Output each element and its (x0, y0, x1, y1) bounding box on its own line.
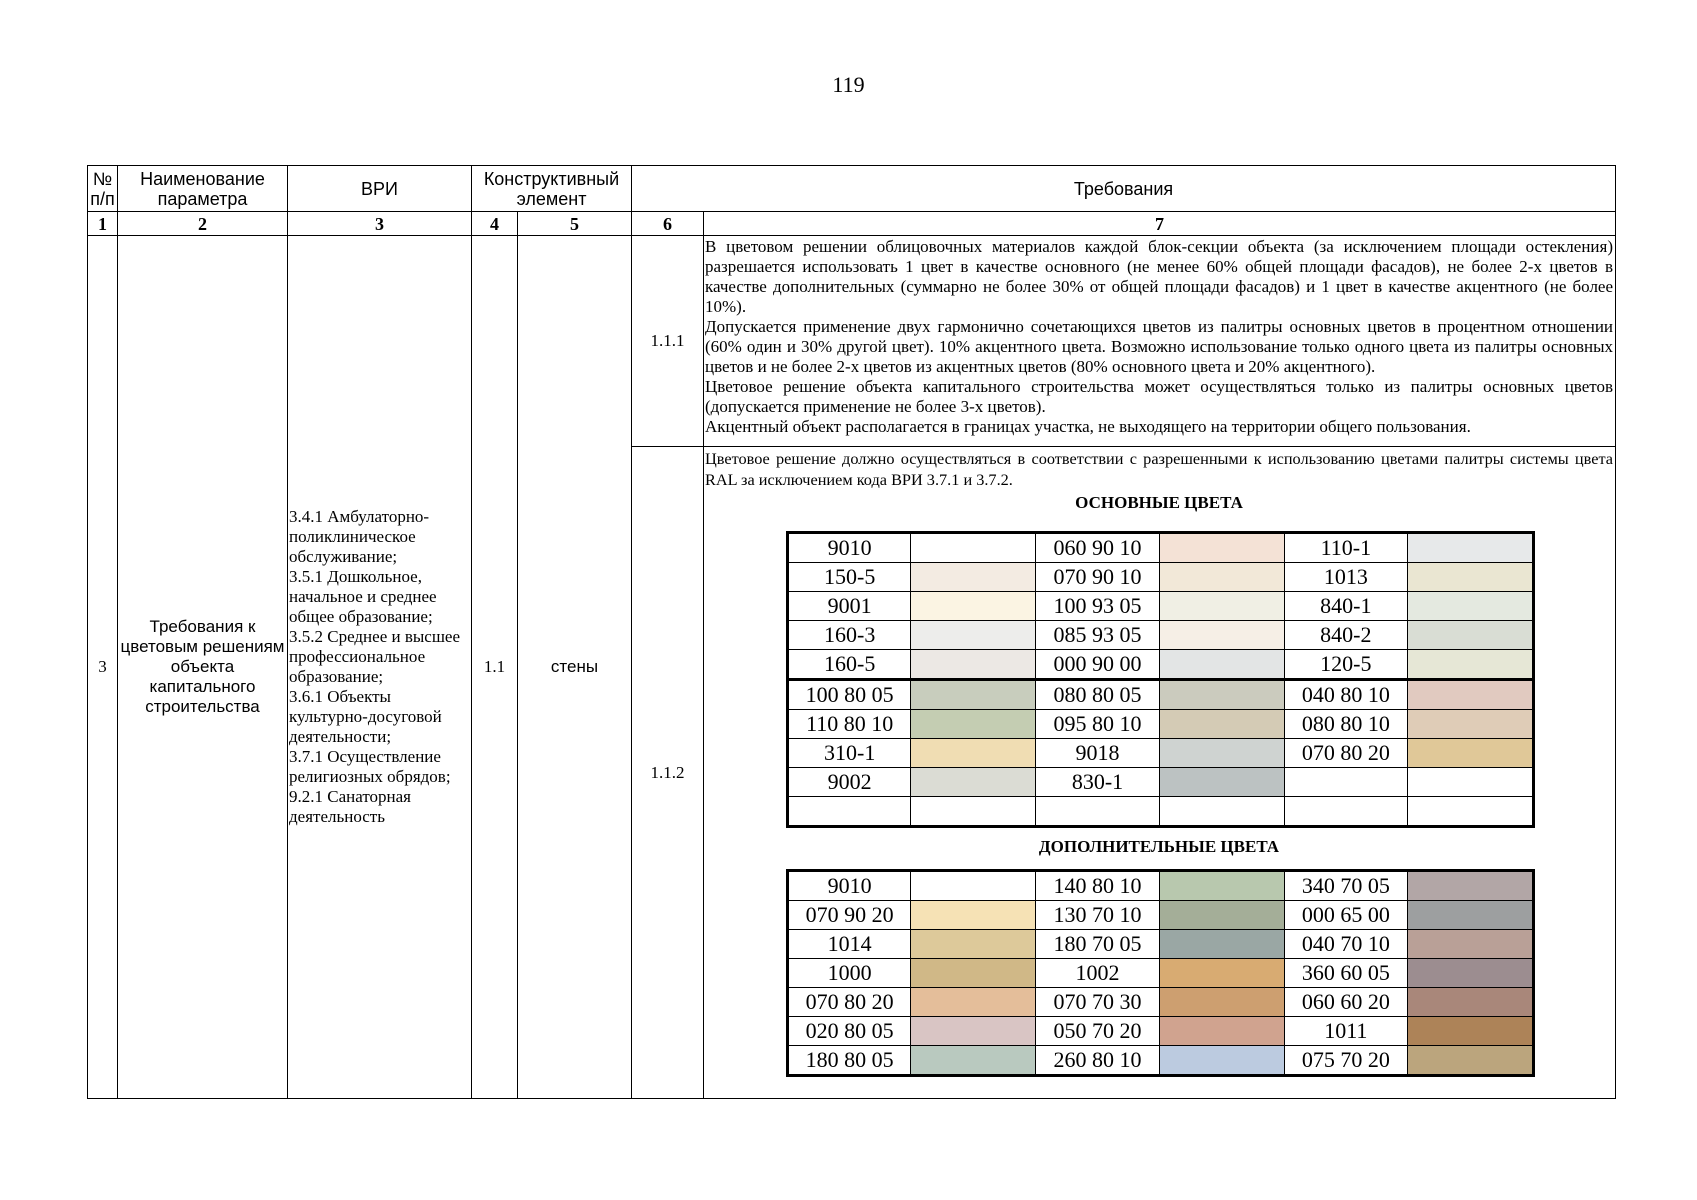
color-code: 085 93 05 (1036, 621, 1159, 650)
color-swatch (911, 592, 1036, 621)
color-swatch (1408, 871, 1534, 901)
col-number: 4 (472, 212, 518, 236)
element-name: стены (518, 236, 632, 1099)
color-swatch (911, 871, 1036, 901)
color-swatch (1159, 710, 1284, 739)
palette-row (788, 768, 1534, 797)
color-code: 360 60 05 (1284, 959, 1407, 988)
sub1-code: 1.1.1 (632, 236, 704, 447)
color-swatch (1159, 988, 1284, 1017)
color-swatch (1408, 797, 1534, 827)
color-code: 140 80 10 (1036, 871, 1159, 901)
color-swatch (911, 710, 1036, 739)
header-row (88, 166, 1616, 212)
color-swatch (911, 930, 1036, 959)
col-number: 2 (118, 212, 288, 236)
color-code: 160-3 (788, 621, 911, 650)
palette-row (788, 901, 1534, 930)
color-code (788, 797, 911, 827)
color-swatch (911, 901, 1036, 930)
palette-row (788, 871, 1534, 901)
color-code: 000 65 00 (1284, 901, 1407, 930)
color-swatch (911, 797, 1036, 827)
color-swatch (1408, 680, 1534, 710)
color-code: 075 70 20 (1284, 1046, 1407, 1076)
color-code: 070 70 30 (1036, 988, 1159, 1017)
palette-row (788, 739, 1534, 768)
color-swatch (1159, 959, 1284, 988)
color-swatch (1159, 563, 1284, 592)
palette-row (788, 1046, 1534, 1076)
additional-colors-title: ДОПОЛНИТЕЛЬНЫЕ ЦВЕТА (1038, 837, 1280, 856)
color-code: 830-1 (1036, 768, 1159, 797)
requirement-paragraph: Допускается применение двух гармонично сочетающихся цветов из палитры основных цветов в процентном отношении (60% один и 30% другой цвет). 10% акцентного цвета. Возможно использование только одного цвета из палитры основных цветов и не более 2-х цветов из акцентных цветов (80% основного цвета и 20% акцентного). (705, 317, 1614, 376)
color-swatch (1408, 930, 1534, 959)
row-num: 3 (88, 236, 118, 1099)
color-swatch (1159, 768, 1284, 797)
palette-row (788, 1017, 1534, 1046)
color-code: 260 80 10 (1036, 1046, 1159, 1076)
vri-item: 3.7.1 Осуществление религиозных обрядов; (289, 747, 451, 786)
color-code: 1013 (1284, 563, 1407, 592)
sub2-intro: Цветовое решение должно осуществляться в соответствии с разрешенными к использованию цветами палитры системы цвета RAL за исключением кода ВРИ 3.7.1 и 3.7.2. (705, 449, 1614, 489)
requirements-table (87, 165, 1616, 1099)
color-swatch (1408, 592, 1534, 621)
color-code: 9010 (788, 533, 911, 563)
row-param: Требования к цветовым решениям объекта капитального строительства (118, 236, 288, 1099)
color-code: 840-2 (1284, 621, 1407, 650)
palette-row (788, 988, 1534, 1017)
requirement-paragraph: Акцентный объект располагается в границах участка, не выходящего на территории общего пользования. (705, 417, 1471, 436)
color-swatch (911, 680, 1036, 710)
color-swatch (1408, 1046, 1534, 1076)
palette-row (788, 680, 1534, 710)
color-swatch (911, 533, 1036, 563)
color-code: 095 80 10 (1036, 710, 1159, 739)
color-swatch (911, 650, 1036, 680)
color-swatch (1408, 710, 1534, 739)
color-swatch (1408, 988, 1534, 1017)
color-code: 110-1 (1284, 533, 1407, 563)
color-code: 110 80 10 (788, 710, 911, 739)
color-code (1284, 768, 1407, 797)
color-code: 9010 (788, 871, 911, 901)
color-code: 120-5 (1284, 650, 1407, 680)
color-code: 000 90 00 (1036, 650, 1159, 680)
col-number: 3 (288, 212, 472, 236)
color-code: 080 80 10 (1284, 710, 1407, 739)
color-swatch (911, 768, 1036, 797)
color-swatch (1159, 621, 1284, 650)
color-code: 100 93 05 (1036, 592, 1159, 621)
palette-row (788, 563, 1534, 592)
color-code: 050 70 20 (1036, 1017, 1159, 1046)
color-code: 1002 (1036, 959, 1159, 988)
color-code: 070 80 20 (788, 988, 911, 1017)
col-number: 1 (88, 212, 118, 236)
color-code: 020 80 05 (788, 1017, 911, 1046)
color-code: 840-1 (1284, 592, 1407, 621)
element-code: 1.1 (472, 236, 518, 1099)
color-swatch (911, 563, 1036, 592)
color-swatch (1408, 739, 1534, 768)
color-code (1036, 797, 1159, 827)
basic-colors-palette (786, 531, 1535, 828)
color-code: 060 60 20 (1284, 988, 1407, 1017)
column-numbers-row (88, 212, 1616, 236)
basic-colors-title: ОСНОВНЫЕ ЦВЕТА (1075, 493, 1243, 512)
color-code: 070 90 20 (788, 901, 911, 930)
color-swatch (1159, 680, 1284, 710)
col-number: 6 (632, 212, 704, 236)
color-code: 150-5 (788, 563, 911, 592)
palette-row (788, 959, 1534, 988)
vri-item: 3.6.1 Объекты культурно-досуговой деятельности; (289, 687, 442, 746)
additional-colors-palette (786, 869, 1535, 1077)
color-swatch (911, 1017, 1036, 1046)
color-swatch (1408, 563, 1534, 592)
header-element: Конструктивный элемент (472, 166, 632, 212)
vri-item: 3.5.2 Среднее и высшее профессиональное образование; (289, 627, 461, 686)
color-code: 080 80 05 (1036, 680, 1159, 710)
color-code: 070 80 20 (1284, 739, 1407, 768)
color-code: 340 70 05 (1284, 871, 1407, 901)
sub2-content (704, 447, 1616, 1099)
header-vri: ВРИ (288, 166, 472, 212)
color-code: 040 70 10 (1284, 930, 1407, 959)
color-code: 160-5 (788, 650, 911, 680)
header-num: № п/п (88, 166, 118, 212)
vri-item: 3.5.1 Дошкольное, начальное и среднее общее образование; (289, 567, 437, 626)
color-swatch (911, 988, 1036, 1017)
color-swatch (1408, 959, 1534, 988)
page-number: 119 (832, 72, 865, 97)
palette-row (788, 533, 1534, 563)
row-vri (288, 236, 472, 1099)
color-swatch (1159, 533, 1284, 563)
palette-row (788, 621, 1534, 650)
color-code (1284, 797, 1407, 827)
color-swatch (1159, 901, 1284, 930)
palette-row (788, 592, 1534, 621)
color-swatch (1408, 621, 1534, 650)
color-code: 9018 (1036, 739, 1159, 768)
color-swatch (1159, 650, 1284, 680)
color-code: 180 70 05 (1036, 930, 1159, 959)
color-code: 130 70 10 (1036, 901, 1159, 930)
color-swatch (1159, 1046, 1284, 1076)
color-swatch (911, 959, 1036, 988)
palette-row (788, 930, 1534, 959)
color-swatch (1159, 871, 1284, 901)
palette-row (788, 650, 1534, 680)
col-number: 5 (518, 212, 632, 236)
color-swatch (1159, 930, 1284, 959)
color-swatch (1159, 739, 1284, 768)
palette-row (788, 710, 1534, 739)
color-swatch (1159, 592, 1284, 621)
color-swatch (911, 1046, 1036, 1076)
color-swatch (1408, 901, 1534, 930)
color-code: 060 90 10 (1036, 533, 1159, 563)
sub1-text (704, 236, 1616, 447)
color-code: 1014 (788, 930, 911, 959)
color-code: 310-1 (788, 739, 911, 768)
color-code: 9002 (788, 768, 911, 797)
table-row (88, 236, 1616, 447)
palette-row (788, 797, 1534, 827)
color-swatch (911, 621, 1036, 650)
color-swatch (911, 739, 1036, 768)
color-code: 100 80 05 (788, 680, 911, 710)
color-code: 180 80 05 (788, 1046, 911, 1076)
vri-item: 3.4.1 Амбулаторно-поликлиническое обслуживание; (289, 507, 430, 566)
color-code: 040 80 10 (1284, 680, 1407, 710)
color-code: 1011 (1284, 1017, 1407, 1046)
color-code: 9001 (788, 592, 911, 621)
color-swatch (1408, 768, 1534, 797)
requirement-paragraph: В цветовом решении облицовочных материалов каждой блок-секции объекта (за исключением площади остекления) разрешается использовать 1 цвет в качестве основного (не менее 60% общей площади фасадов), не более 2-х цветов в качестве дополнительных (суммарно не более 30% от общей площади фасадов) и 1 цвет в качестве акцентного (не более 10%). (705, 237, 1614, 316)
header-requirements: Требования (632, 166, 1616, 212)
color-swatch (1408, 650, 1534, 680)
color-swatch (1408, 1017, 1534, 1046)
color-swatch (1159, 1017, 1284, 1046)
vri-item: 9.2.1 Санаторная деятельность (289, 787, 412, 826)
color-swatch (1408, 533, 1534, 563)
requirement-paragraph: Цветовое решение объекта капитального строительства может осуществляться только из палитры основных цветов (допускается применение не более 3-х цветов). (705, 377, 1614, 416)
col-number: 7 (704, 212, 1616, 236)
header-param: Наименование параметра (118, 166, 288, 212)
sub2-code: 1.1.2 (632, 447, 704, 1099)
color-swatch (1159, 797, 1284, 827)
color-code: 1000 (788, 959, 911, 988)
color-code: 070 90 10 (1036, 563, 1159, 592)
